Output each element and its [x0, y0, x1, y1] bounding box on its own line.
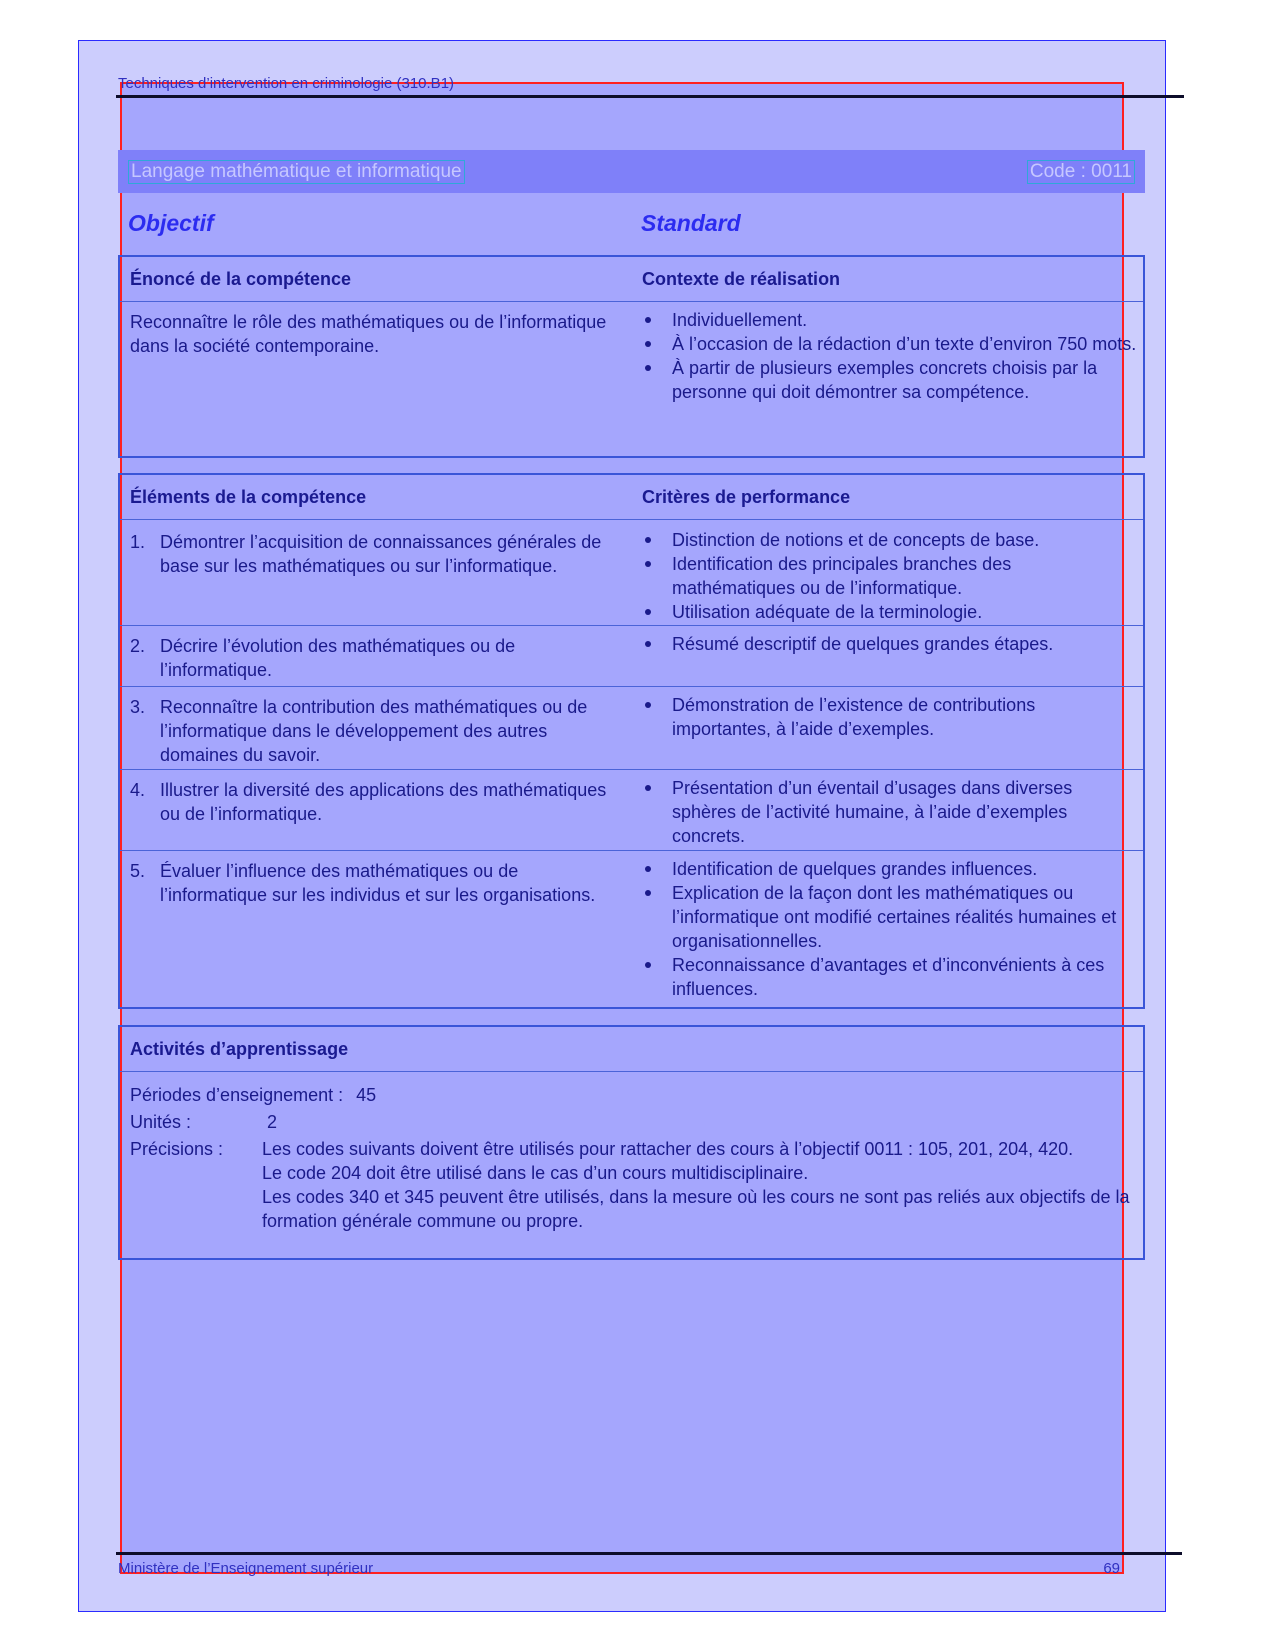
element-row — [120, 687, 1143, 770]
objective-title: Langage mathématique et informatique — [128, 160, 465, 184]
criteria-item: Explication de la façon dont les mathématiques ou l’informatique ont modifié certaines réalités humaines et organisationnelles. — [642, 881, 1139, 953]
element-number: 3. — [130, 697, 146, 717]
precision-item: Les codes 340 et 345 peuvent être utilisés, dans la mesure où les cours ne sont pas reliés aux objectifs de la formation générale commune ou propre. — [262, 1187, 1130, 1231]
element-text: Illustrer la diversité des applications des mathématiques ou de l’informatique. — [160, 780, 607, 824]
elements-header-label: Éléments de la compétence — [130, 487, 367, 507]
element-text: Évaluer l’influence des mathématiques ou de l’informatique sur les individus et sur les organisations. — [160, 861, 596, 905]
elements-header — [120, 475, 1143, 520]
criteria-item: Démonstration de l’existence de contributions importantes, à l’aide d’exemples. — [642, 693, 1139, 741]
activities-box — [118, 1025, 1145, 1260]
element-number: 4. — [130, 780, 146, 800]
criteria-list — [642, 857, 1139, 1001]
precisions-label: Précisions : — [130, 1139, 224, 1159]
criteria-list — [642, 632, 1139, 656]
element-item — [130, 859, 620, 907]
objectif-heading: Objectif — [128, 210, 214, 236]
criteria-item: Présentation d’un éventail d’usages dans diverses sphères de l’activité humaine, à l’aide d’exemples concrets. — [642, 776, 1139, 848]
header-rule — [116, 95, 1184, 98]
context-item: À partir de plusieurs exemples concrets choisis par la personne qui doit démontrer sa compétence. — [642, 356, 1139, 404]
activities-header-label: Activités d’apprentissage — [130, 1039, 349, 1059]
criteria-item: Reconnaissance d’avantages et d’inconvénients à ces influences. — [642, 953, 1139, 1001]
criteria-header-label: Critères de performance — [642, 487, 851, 507]
footer-ministry: Ministère de l’Enseignement supérieur — [118, 1560, 374, 1577]
context-item: Individuellement. — [642, 308, 1139, 332]
criteria-item: Distinction de notions et de concepts de base. — [642, 528, 1139, 552]
page-number: 69 — [1103, 1560, 1120, 1577]
element-text: Décrire l’évolution des mathématiques ou de l’informatique. — [160, 636, 516, 680]
periods-label: Périodes d’enseignement : — [130, 1085, 344, 1105]
context-header-label: Contexte de réalisation — [642, 269, 841, 289]
criteria-list — [642, 776, 1139, 848]
precision-item: Les codes suivants doivent être utilisés pour rattacher des cours à l’objectif 0011 : 105, 201, 204, 420. — [262, 1139, 1074, 1159]
periods-value: 45 — [356, 1085, 377, 1105]
enonce-header-label: Énoncé de la compétence — [130, 269, 352, 289]
objective-code: Code : 0011 — [1027, 160, 1135, 184]
element-number: 1. — [130, 532, 146, 552]
context-item: À l’occasion de la rédaction d’un texte d’environ 750 mots. — [642, 332, 1139, 356]
competence-statement: Reconnaître le rôle des mathématiques ou de l’informatique dans la société contemporaine. — [130, 312, 607, 356]
element-item — [130, 695, 620, 767]
section-headings — [128, 210, 1128, 240]
periods-line — [130, 1083, 376, 1107]
title-bar — [118, 150, 1145, 193]
criteria-item: Identification des principales branches des mathématiques ou de l’informatique. — [642, 552, 1139, 600]
precision-item: Le code 204 doit être utilisé dans le cas d’un cours multidisciplinaire. — [262, 1163, 809, 1183]
running-header: Techniques d’intervention en criminologie (310.B1) — [118, 75, 455, 92]
element-number: 5. — [130, 861, 146, 881]
enonce-row — [120, 302, 1143, 452]
criteria-item: Résumé descriptif de quelques grandes étapes. — [642, 632, 1139, 656]
footer-rule — [116, 1552, 1182, 1555]
element-row — [120, 770, 1143, 851]
units-value: 2 — [267, 1112, 278, 1132]
criteria-list — [642, 528, 1139, 624]
precisions-text — [262, 1137, 1142, 1233]
criteria-list — [642, 693, 1139, 741]
enonce-header — [120, 257, 1143, 302]
criteria-item: Identification de quelques grandes influences. — [642, 857, 1139, 881]
element-row — [120, 626, 1143, 687]
element-text: Démontrer l’acquisition de connaissances générales de base sur les mathématiques ou sur l’informatique. — [160, 532, 602, 576]
precisions-line — [130, 1137, 1142, 1255]
element-item — [130, 530, 620, 578]
element-row — [120, 520, 1143, 626]
units-label: Unités : — [130, 1112, 192, 1132]
elements-box — [118, 473, 1145, 1009]
element-text: Reconnaître la contribution des mathématiques ou de l’informatique dans le développement des autres domaines du savoir. — [160, 697, 588, 765]
units-line — [130, 1110, 277, 1134]
criteria-item: Utilisation adéquate de la terminologie. — [642, 600, 1139, 624]
activities-header — [120, 1027, 1143, 1072]
element-row — [120, 851, 1143, 1009]
element-item — [130, 778, 620, 826]
enonce-box — [118, 255, 1145, 458]
element-number: 2. — [130, 636, 146, 656]
element-item — [130, 634, 620, 682]
context-list — [642, 308, 1139, 404]
standard-heading: Standard — [641, 210, 741, 236]
